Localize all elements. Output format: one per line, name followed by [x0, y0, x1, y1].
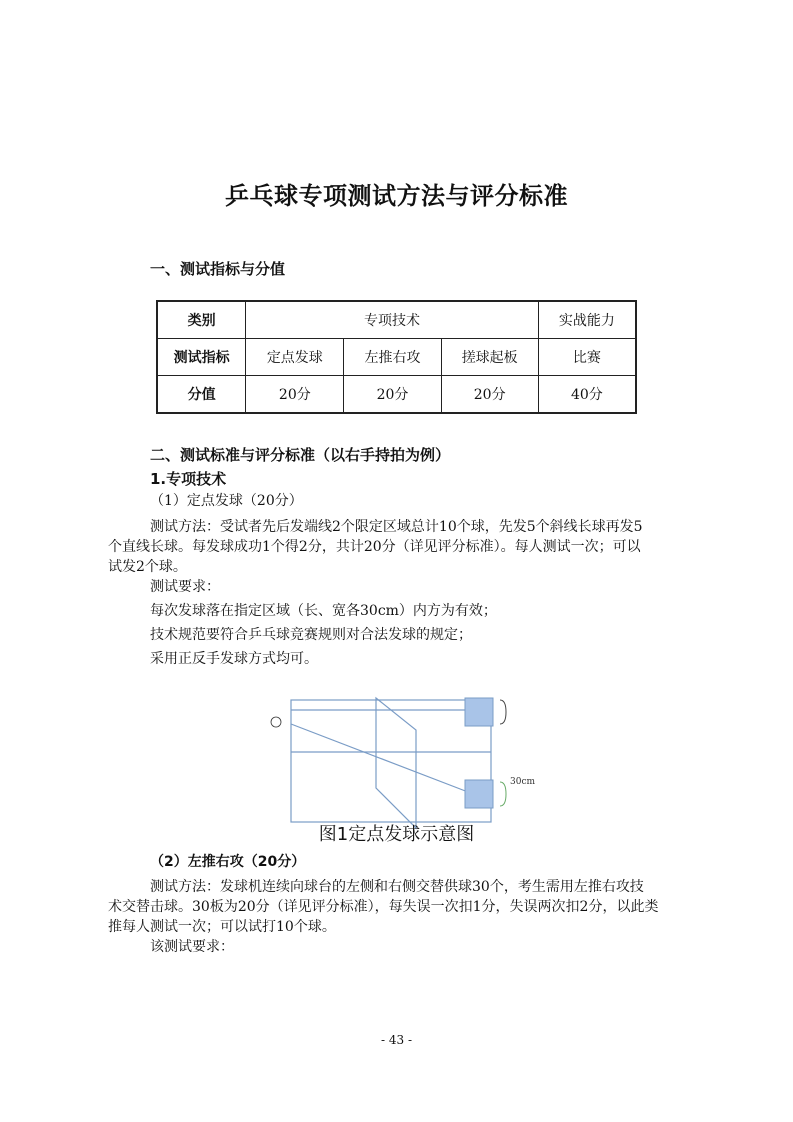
- table-cell: 左推右攻: [344, 339, 441, 376]
- requirement-line: 每次发球落在指定区域（长、宽各30cm）内方为有效；: [150, 603, 497, 619]
- paragraph: [108, 517, 693, 577]
- page-title: 乒乓球专项测试方法与评分标准: [225, 182, 568, 210]
- bracket-icon: [500, 700, 506, 724]
- page-number: - 43 -: [380, 1033, 412, 1047]
- table-row: [157, 339, 636, 376]
- table-cell: 20分: [441, 376, 538, 414]
- section-heading-1: 一、测试指标与分值: [150, 260, 286, 278]
- subsection-heading: 1.专项技术: [150, 470, 227, 488]
- requirement-heading: 该测试要求：: [150, 939, 234, 955]
- table-row: [157, 376, 636, 414]
- paragraph-line: 推每人测试一次；可以试打10个球。: [108, 919, 336, 935]
- table-cell: 20分: [344, 376, 441, 414]
- table-cell: 分值: [157, 376, 246, 414]
- table-cell: 搓球起板: [441, 339, 538, 376]
- section-heading-2: 二、测试标准与评分标准（以右手持拍为例）: [150, 446, 451, 464]
- requirement-line: 采用正反手发球方式均可。: [150, 651, 318, 667]
- paragraph: [108, 877, 693, 937]
- paragraph-line: 个直线长球。每发球成功1个得2分，共计20分（详见评分标准）。每人测试一次；可以: [108, 539, 641, 555]
- table-cell: 专项技术: [246, 301, 539, 339]
- table-cell: 40分: [538, 376, 636, 414]
- paragraph-line: 测试方法：受试者先后发端线2个限定区域总计10个球，先发5个斜线长球再发5: [150, 519, 643, 535]
- player-icon: [271, 717, 281, 727]
- item-title: （1）定点发球（20分）: [150, 493, 303, 509]
- paragraph-line: 测试方法：发球机连续向球台的左侧和右侧交替供球30个，考生需用左推右攻技: [150, 879, 644, 895]
- table-row: [157, 301, 636, 339]
- serve-diagram: [268, 690, 536, 830]
- table-cell: 定点发球: [246, 339, 344, 376]
- figure-caption: 图1定点发球示意图: [318, 824, 475, 845]
- table-cell: 测试指标: [157, 339, 246, 376]
- table-cell: 20分: [246, 376, 344, 414]
- paragraph-line: 试发2个球。: [108, 559, 187, 575]
- target-zone: [465, 780, 493, 808]
- net-shape: [376, 698, 416, 828]
- target-zone: [465, 698, 493, 726]
- item-title: （2）左推右攻（20分）: [150, 854, 306, 870]
- table-cell: 实战能力: [538, 301, 636, 339]
- table-cell: 类别: [157, 301, 246, 339]
- paragraph-line: 术交替击球。30板为20分（详见评分标准），每失误一次扣1分，失误两次扣2分，以此类: [108, 899, 659, 915]
- requirement-heading: 测试要求：: [150, 579, 220, 595]
- diagonal-serve-line: [291, 724, 468, 792]
- dimension-label: 30cm: [510, 777, 536, 787]
- scoring-table: [156, 300, 637, 414]
- requirement-line: 技术规范要符合乒乓球竞赛规则对合法发球的规定；: [150, 627, 472, 643]
- table-cell: 比赛: [538, 339, 636, 376]
- bracket-icon: [500, 782, 506, 806]
